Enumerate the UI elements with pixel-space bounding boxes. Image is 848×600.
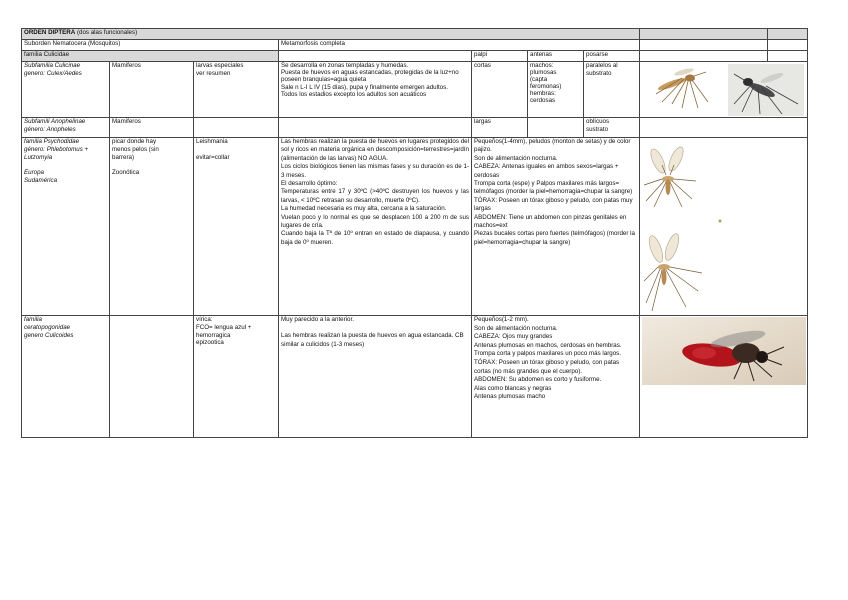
small-specimen-dot [719, 219, 722, 222]
culicinae-posarse: paralelos al substrato [584, 62, 640, 118]
spreadsheet [21, 28, 807, 438]
anophelinae-host: Mamiferos [110, 118, 194, 138]
order-row [22, 29, 808, 40]
family-cell: familia Culicidae [22, 51, 279, 62]
culicinae-row [22, 62, 808, 118]
culicinae-palpi: cortas [472, 62, 528, 118]
metamorfosis-cell: Metamorfosis completa [279, 40, 640, 51]
ceratopogonidae-features: Pequeños(1-2 mm). Son de alimentación nocturna. CABEZA: Ojos muy grandes Antenas plumosas en machos, cerdosas en hembras. Trompa corta y palpos maxilares un poco más largos. TÓRAX: Poseen un tórax giboso y peludo, con patas cortas (no más grandes que el cuerpo). ABDOMEN: Su abdomen es corto y fusiforme. Alas como blancas y negras Antenas plumosas macho [472, 316, 640, 438]
culicinae-antenas: machos: plumosas (capta feromonas) hembras: cerdosas [528, 62, 584, 118]
ceratopogonidae-row [22, 316, 808, 438]
culicoides-image [640, 316, 808, 438]
mosquito-photos-image [642, 64, 806, 116]
culicoides-photo-image [642, 317, 806, 385]
culicinae-host: Mamiferos [110, 62, 194, 118]
psychodidae-features: Pequeños(1-4mm), peludos (monton de setas) y de color pajizo. Son de alimentación nocturna. CABEZA: Antenas iguales en ambos sexos=largas + cerdosas Trompa corta (espe) y Palpos maxilares más largos= telmófagos (morder la piel=hemorragia=chupar la sangre) TÓRAX: Poseen un tórax giboso y peludo, con patas muy largas ABDOMEN: Tiene un abdomen con pinzas genitales en machos=ext Piezas bucales cortas pero fuertes (telmófagos) (morder la piel=hemorragia=chupar la sangre) [472, 138, 640, 316]
sandfly-illustrations-image [642, 141, 806, 313]
psychodidae-name: familia Psychodidae género: Phlebotomus + Lutzomyia Europa Sudamérica [22, 138, 110, 316]
culicinae-name: Subfamilia Culicinae genero: Culex/Aedes [22, 62, 110, 118]
anophelinae-row [22, 118, 808, 138]
culicinae-biology: Se desarrolla en zonas templadas y humedas. Puesta de huevos en aguas estancadas, protegidas de la luz+no poseen branquias=agua quieta Sale n L-I L IV (15 días), pupa y finalmente emergen adultos. Todos los estadios excepto los adultos son acuáticos [279, 62, 472, 118]
order-title: ORDEN DIPTERA [24, 29, 76, 36]
antenas-header: antenas [528, 51, 584, 62]
mosquito-images [640, 62, 808, 118]
culicinae-disease: larvas especiales ver resumen [194, 62, 279, 118]
suborder-row [22, 40, 808, 51]
suborder-cell: Suborden Nematocera (Mosquitos) [22, 40, 279, 51]
psychodidae-host: picar donde hay menos pelos (sin barrera) Zoonótica [110, 138, 194, 316]
sandfly-images [640, 138, 808, 316]
psychodidae-row [22, 138, 808, 316]
order-cell [22, 29, 640, 40]
psychodidae-biology: Las hembras realizan la puesta de huevos en lugares protegidos del sol y ricos en materia orgánica en descomposición=terrestres=jardín (alimentación de las larvas) NO AGUA. Los ciclos biológicos tienen las mismas fases y su duración es de 1-3 meses. El desarrollo óptimo: Temperaturas entre 17 y 30ºC (>40ºC destruyen los huevos y las larvas, < 10ºC retrasan su desarrollo, muerte 0ºC). La humedad necesaria es muy alta, cercana a la saturación. Vuelan poco y lo normal es que se desplacen 100 a 200 m de sus lugares de cría. Cuando baja la Tª de 10º entran en estado de diapausa, y cuando baja de 0º mueren. [279, 138, 472, 316]
anophelinae-posarse: oblícuos sustrato [584, 118, 640, 138]
ceratopogonidae-name: familia ceratopogonidae genero Culicoides [22, 316, 110, 438]
anophelinae-name: Subfamili Anophelinae género: Anopheles [22, 118, 110, 138]
psychodidae-disease: Leishmania evitar=collar [194, 138, 279, 316]
diptera-table [21, 28, 808, 438]
ceratopogonidae-disease: vírica: FCO= lengua azul + hemorragica epizootica [194, 316, 279, 438]
family-row [22, 51, 808, 62]
anophelinae-palpi: largas [472, 118, 528, 138]
order-note: (dos alas funcionales) [76, 29, 138, 36]
palpi-header: palpi [472, 51, 528, 62]
posarse-header: posarse [584, 51, 640, 62]
ceratopogonidae-biology: Muy parecido a la anterior. Las hembras realizan la puesta de huevos en agua estancada. CB similar a culicidos (1-3 meses) [279, 316, 472, 438]
